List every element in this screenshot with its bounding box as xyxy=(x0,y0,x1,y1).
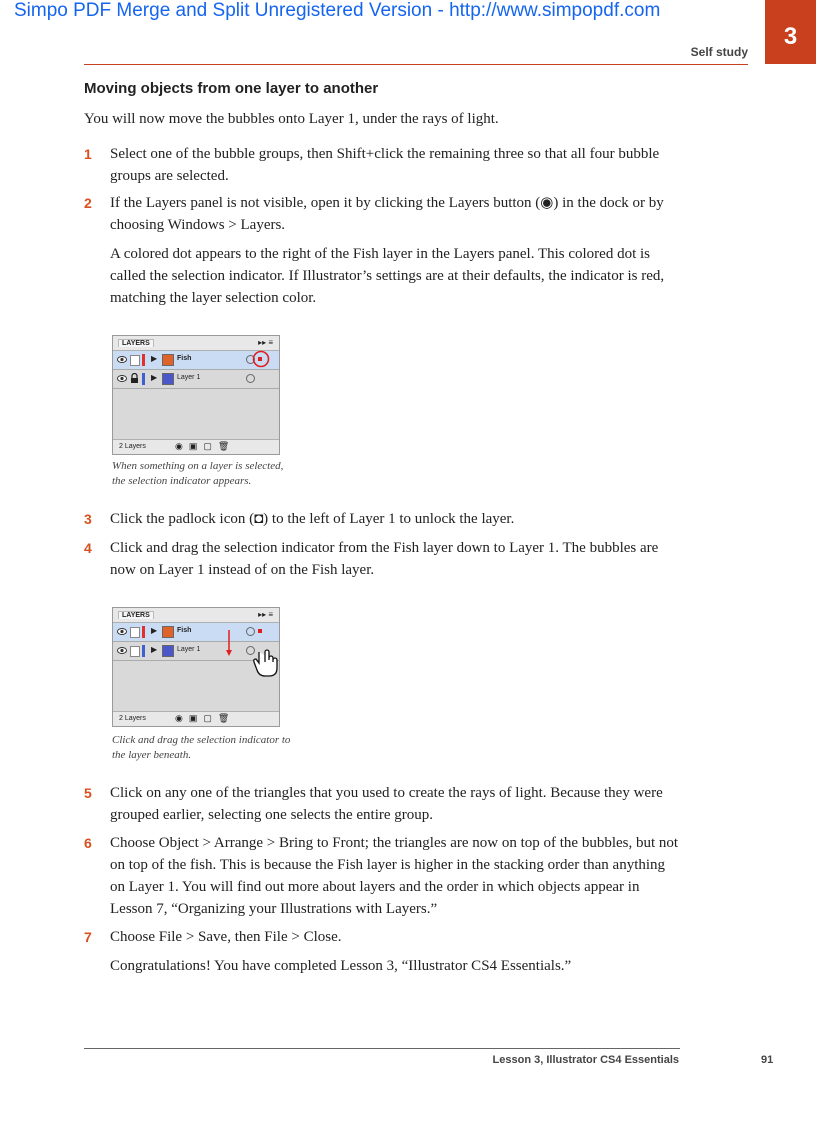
lock-toggle xyxy=(130,627,140,638)
footer-lesson-title: Lesson 3, Illustrator CS4 Essentials xyxy=(492,1054,679,1066)
step-number: 5 xyxy=(84,785,92,801)
panel-footer xyxy=(113,711,279,726)
step-number: 3 xyxy=(84,511,92,527)
page-number: 91 xyxy=(761,1054,774,1066)
eye-icon xyxy=(117,627,127,636)
drag-arrow-icon xyxy=(221,622,281,678)
panel-header xyxy=(113,336,279,351)
disclosure-triangle-icon: ▶ xyxy=(151,354,158,363)
layer-name: Fish xyxy=(177,627,192,634)
chapter-tab: 3 xyxy=(765,0,816,64)
panel-footer-buttons: ◉▣▢🗑 xyxy=(175,713,236,723)
layer-row-fish xyxy=(113,351,279,370)
running-head: Self study xyxy=(690,45,748,59)
lock-toggle xyxy=(130,355,140,366)
step-text: Click on any one of the triangles that you used to create the rays of light. Because they were grouped earlier, selecting one selects the entire group. xyxy=(110,785,663,823)
layers-panel-figure-1 xyxy=(112,335,280,455)
layer-color-icon xyxy=(142,626,145,638)
step-number: 7 xyxy=(84,929,92,945)
target-circle-icon xyxy=(246,374,255,383)
layer-thumbnail xyxy=(162,373,174,385)
layers-panel-figure-2 xyxy=(112,607,280,727)
step-number: 2 xyxy=(84,195,92,211)
layer-name: Layer 1 xyxy=(177,646,201,653)
step-number: 4 xyxy=(84,540,92,556)
footer-rule xyxy=(84,1048,680,1049)
panel-title: LAYERS xyxy=(118,611,154,619)
step-text: Select one of the bubble groups, then Shift+click the remaining three so that all four bubble groups are selected. xyxy=(110,146,660,184)
layer-name: Fish xyxy=(177,355,192,362)
padlock-icon xyxy=(130,373,139,384)
layer-name: Layer 1 xyxy=(177,374,201,381)
eye-icon xyxy=(117,374,127,383)
disclosure-triangle-icon: ▶ xyxy=(151,645,158,654)
panel-footer xyxy=(113,439,279,454)
panel-header xyxy=(113,608,279,623)
step-text: Choose Object > Arrange > Bring to Front; the triangles are now on top of the bubbles, but not on top of the fish. This is because the Fish layer is higher in the stacking order than anything on Layer 1. You will find out more about layers and the order in which objects appear in Lesson 7, “Organizing your Illustrations with Layers.” xyxy=(110,835,679,917)
eye-icon xyxy=(117,646,127,655)
highlight-circle-icon xyxy=(252,350,270,368)
panel-menu-icon: ▸▸ ≡ xyxy=(258,338,273,347)
intro-paragraph: You will now move the bubbles onto Layer 1, under the rays of light. xyxy=(84,111,499,127)
panel-menu-icon: ▸▸ ≡ xyxy=(258,610,273,619)
layer-row-layer-1 xyxy=(113,370,279,389)
disclosure-triangle-icon: ▶ xyxy=(151,373,158,382)
lock-toggle xyxy=(130,646,140,657)
panel-footer-buttons: ◉▣▢🗑 xyxy=(175,441,236,451)
disclosure-triangle-icon: ▶ xyxy=(151,626,158,635)
closing-paragraph: Congratulations! You have completed Lesson 3, “Illustrator CS4 Essentials.” xyxy=(110,958,572,974)
section-heading: Moving objects from one layer to another xyxy=(84,80,379,97)
layer-thumbnail xyxy=(162,354,174,366)
panel-title: LAYERS xyxy=(118,339,154,347)
step-text: Click and drag the selection indicator from the Fish layer down to Layer 1. The bubbles are now on Layer 1 instead of on the Fish layer. xyxy=(110,540,659,578)
layer-color-icon xyxy=(142,354,145,366)
figure-2-caption: Click and drag the selection indicator to the layer beneath. xyxy=(112,734,291,761)
selection-indicator-note: A colored dot appears to the right of the Fish layer in the Layers panel. This colored dot is called the selection indicator. If Illustrator’s settings are at their defaults, the indicator is red, matching the layer selection color. xyxy=(110,246,665,306)
layer-count: 2 Layers xyxy=(119,715,146,722)
eye-icon xyxy=(117,355,127,364)
layer-count: 2 Layers xyxy=(119,443,146,450)
step-number: 1 xyxy=(84,146,92,162)
layer-color-icon xyxy=(142,373,145,385)
step-text: Choose File > Save, then File > Close. xyxy=(110,929,342,945)
figure-1-caption: When something on a layer is selected, the selection indicator appears. xyxy=(112,460,284,487)
top-rule xyxy=(84,64,748,65)
layer-thumbnail xyxy=(162,626,174,638)
layer-thumbnail xyxy=(162,645,174,657)
step-text: If the Layers panel is not visible, open it by clicking the Layers button (◉) in the dock or by choosing Windows > Layers. xyxy=(110,195,664,233)
step-number: 6 xyxy=(84,835,92,851)
layer-color-icon xyxy=(142,645,145,657)
step-text: Click the padlock icon (◘) to the left of Layer 1 to unlock the layer. xyxy=(110,511,515,527)
watermark: Simpo PDF Merge and Split Unregistered Version - http://www.simpopdf.com xyxy=(14,0,661,21)
